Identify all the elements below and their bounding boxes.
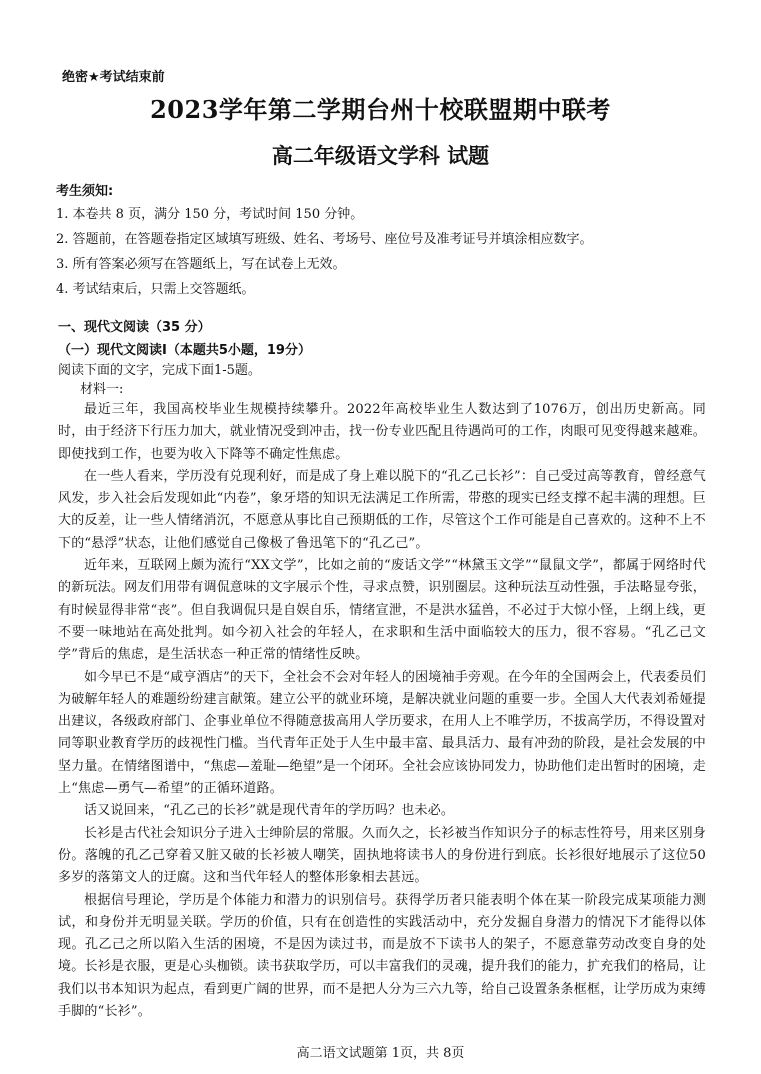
page-footer: 高二语文试题第 1页，共 8页: [296, 1046, 465, 1061]
confidential-mark: 绝密★考试结束前: [62, 70, 165, 85]
notice-item: 4. 考试结束后，只需上交答题纸。: [56, 282, 255, 297]
reading-instruction: 阅读下面的文字，完成下面1-5题。: [58, 363, 261, 378]
exam-title: 2023学年第二学期台州十校联盟期中联考: [150, 95, 611, 124]
notice-item: 3. 所有答案必须写在答题纸上，写在试卷上无效。: [56, 257, 346, 272]
article-body: [58, 399, 706, 1023]
article-paragraph: 近年来，互联网上颇为流行“XX文学”，比如之前的“废话文学”“林黛玉文学”“鼠鼠文学”，都属于网络时代的新玩法。网友们用带有调侃意味的文字展示个性，寻求点赞，识别圈层。这种玩法互动性强，手法略显夸张，有时候显得非常“丧”。但自我调侃只是自娱自乐，情绪宣泄，不是洪水猛兽，不必过于大惊小怪，上纲上线，更不要一味地站在高处批判。如今初入社会的年轻人，在求职和生活中面临较大的压力，很不容易。“孔乙己文学”背后的焦虑，是生活状态一种正常的情绪性反映。: [58, 558, 706, 663]
article-paragraph: 如今早已不是“咸亨酒店”的天下，全社会不会对年轻人的困境袖手旁观。在今年的全国两会上，代表委员们为破解年轻人的难题纷纷建言献策。建立公平的就业环境，是解决就业问题的重要一步。全国人大代表刘希娅提出建议，各级政府部门、企事业单位不得随意拔高用人学历要求，在用人上不唯学历，不拔高学历，不得设置对同等职业教育学历的歧视性门槛。当代青年正处于人生中最丰富、最具活力、最有冲劲的阶段，是社会发展的中坚力量。在情绪图谱中，“焦虑—羞耻—绝望”是一个闭环。全社会应该协同发力，协助他们走出暂时的困境，走上“焦虑—勇气—希望”的正循环道路。: [58, 669, 706, 797]
article-paragraph: 长衫是古代社会知识分子进入士绅阶层的常服。久而久之，长衫被当作知识分子的标志性符号，用来区别身份。落魄的孔乙己穿着又脏又破的长衫被人嘲笑，固执地将读书人的身份进行到底。长衫很好地展示了这位50多岁的落第文人的迂腐。这和当代年轻人的整体形象相去甚远。: [58, 825, 706, 886]
article-paragraph: 最近三年，我国高校毕业生规模持续攀升。2022年高校毕业生人数达到了1076万，创出历史新高。同时，由于经济下行压力加大，就业情况受到冲击，找一份专业匹配且待遇尚可的工作，肉眼可见变得越来越难。即使找到工作，也要为收入下降等不确定性焦虑。: [58, 402, 706, 462]
article-paragraph: 在一些人看来，学历没有兑现利好，而是成了身上难以脱下的“孔乙己长衫”：自己受过高等教育，曾经意气风发，步入社会后发现如此“内卷”，象牙塔的知识无法满足工作所需，带憨的现实已经支撑不起丰满的理想。巨大的反差，让一些人情绪消沉，不愿意从事比自己预期低的工作，尽管这个工作可能是自己喜欢的。这种不上不下的“悬浮”状态，让他们感觉自己像极了鲁迅笔下的“孔乙己”。: [58, 468, 706, 551]
article-paragraph: 话又说回来，“孔乙己的长衫”就是现代青年的学历吗？也未必。: [84, 803, 455, 819]
notice-item: 1. 本卷共 8 页，满分 150 分，考试时间 150 分钟。: [56, 207, 364, 222]
subsection-heading: （一）现代文阅读Ⅰ（本题共5小题，19分）: [58, 343, 311, 358]
exam-subtitle: 高二年级语文学科 试题: [271, 144, 490, 168]
material-label: 材料一:: [80, 382, 124, 397]
notice-item: 2. 答题前，在答题卷指定区域填写班级、姓名、考场号、座位号及准考证号并填涂相应数字。: [56, 232, 593, 247]
notice-list: [56, 202, 736, 302]
notice-heading: 考生须知:: [56, 184, 114, 199]
section-heading: 一、现代文阅读（35 分）: [58, 320, 211, 335]
article-paragraph: 根据信号理论，学历是个体能力和潜力的识别信号。获得学历者只能表明个体在某一阶段完成某项能力测试，和身份并无明显关联。学历的价值，只有在创造性的实践活动中，充分发掘自身潜力的情况下才能得以体现。孔乙己之所以陷入生活的困境，不是因为读过书，而是放不下读书人的架子，不愿意靠劳动改变自身的处境。长衫是衣服，更是心头枷锁。读书获取学历，可以丰富我们的灵魂，提升我们的能力，扩充我们的格局，让我们以书本知识为起点，看到更广阔的世界，而不是把人分为三六九等，给自己设置条条框框，让学历成为束缚手脚的“长衫”。: [58, 892, 706, 1020]
